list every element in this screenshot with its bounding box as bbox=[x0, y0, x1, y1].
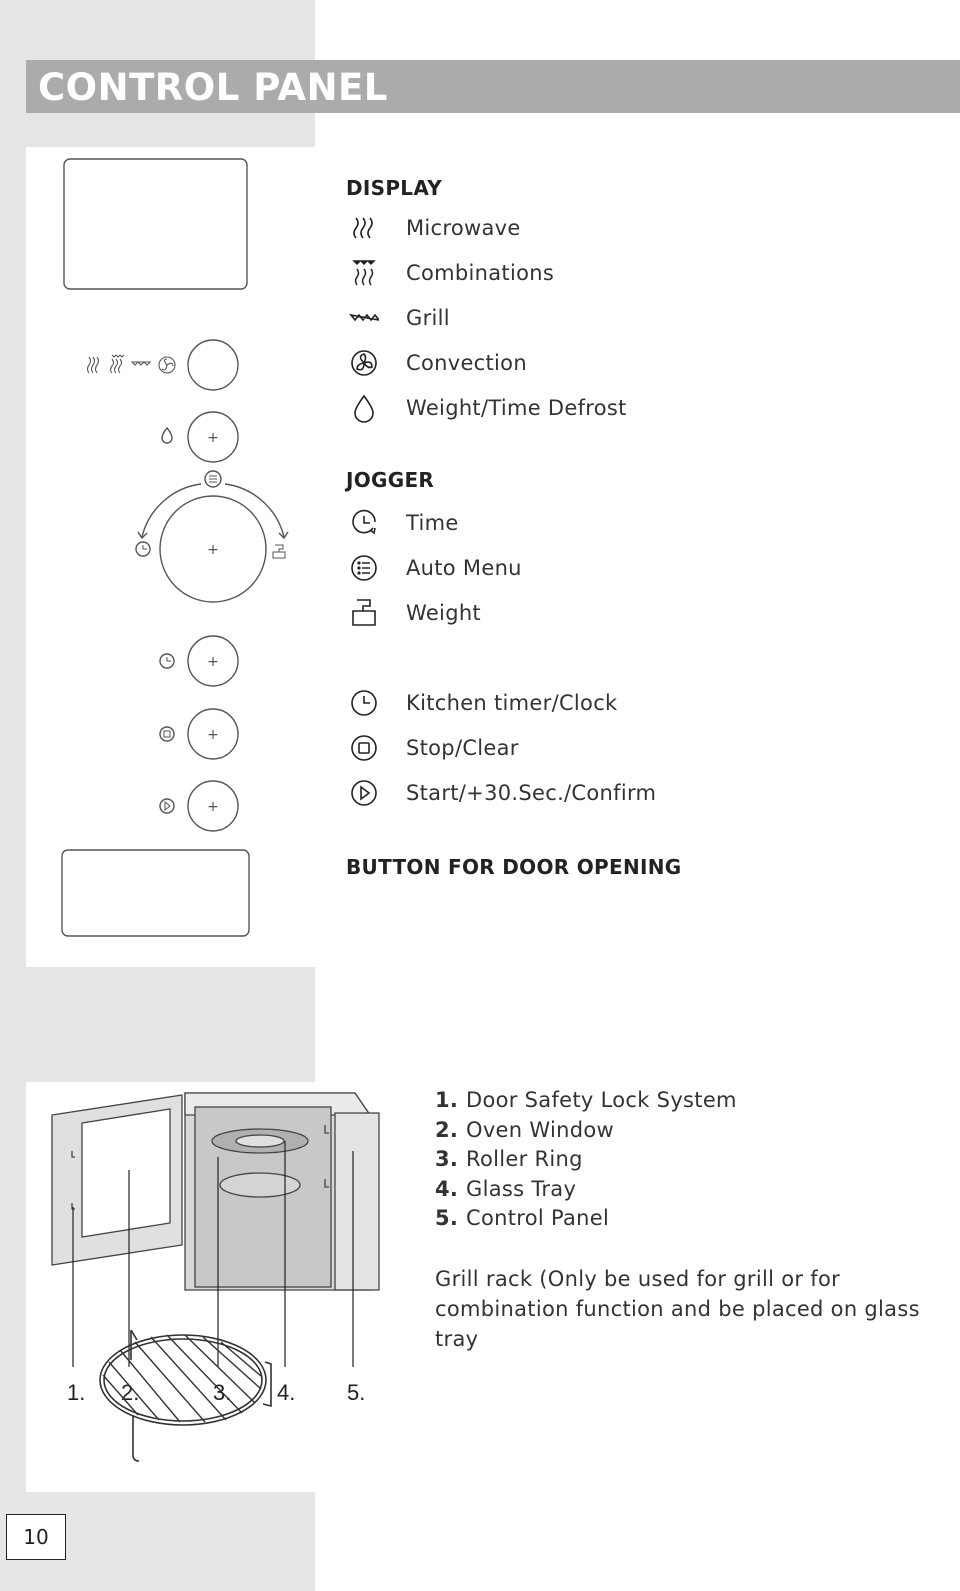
legend-row-convection bbox=[346, 345, 527, 381]
clock-icon bbox=[346, 685, 382, 721]
microwave-icon bbox=[346, 210, 382, 246]
part-label: Oven Window bbox=[466, 1117, 614, 1142]
legend-label: Start/+30.Sec./Confirm bbox=[406, 781, 657, 805]
legend-row-start bbox=[346, 775, 656, 811]
mode-icons bbox=[88, 355, 176, 373]
mode-knob bbox=[188, 340, 238, 390]
legend-row-stop bbox=[346, 730, 519, 766]
door-open-button bbox=[62, 850, 249, 936]
part-label: Roller Ring bbox=[466, 1147, 583, 1171]
legend-label: Microwave bbox=[406, 216, 521, 240]
defrost-drop-icon bbox=[346, 390, 382, 426]
combination-icon bbox=[346, 255, 382, 291]
svg-text:4.: 4. bbox=[277, 1380, 296, 1405]
part-number: 1. bbox=[435, 1088, 459, 1112]
svg-text:2.: 2. bbox=[121, 1380, 140, 1405]
oven-window bbox=[82, 1109, 170, 1237]
legend-row-time bbox=[346, 505, 459, 541]
legend-row-auto-menu bbox=[346, 550, 522, 586]
grill-icon bbox=[346, 300, 382, 336]
stop-icon bbox=[346, 730, 382, 766]
part-label: Control Panel bbox=[466, 1206, 610, 1230]
roller-ring bbox=[220, 1173, 300, 1197]
legend-row-grill bbox=[346, 300, 450, 336]
plus-sign: + bbox=[207, 654, 219, 670]
part-label: Door Safety Lock System bbox=[466, 1088, 737, 1112]
legend-label: Kitchen timer/Clock bbox=[406, 691, 618, 715]
rack-leg bbox=[133, 1415, 139, 1461]
plus-sign: + bbox=[207, 727, 219, 743]
part-number: 5. bbox=[435, 1206, 459, 1230]
grill-rack-note: Grill rack (Only be used for grill or for combination function and be placed on glass tray bbox=[435, 1267, 920, 1351]
plus-sign: + bbox=[207, 542, 219, 558]
part-item bbox=[435, 1206, 737, 1236]
part-number: 4. bbox=[435, 1176, 459, 1201]
display-heading: DISPLAY bbox=[346, 176, 442, 200]
plus-sign: + bbox=[207, 799, 219, 815]
svg-text:5.: 5. bbox=[347, 1380, 366, 1405]
convection-fan-icon bbox=[346, 345, 382, 381]
weight-small-icon bbox=[273, 545, 285, 558]
page-title: CONTROL PANEL bbox=[38, 66, 388, 109]
oven-parts-list bbox=[435, 1088, 737, 1236]
legend-label: Weight bbox=[406, 601, 481, 625]
grill-rack-drawing bbox=[95, 1330, 280, 1470]
part-item bbox=[435, 1118, 737, 1148]
oven-control-panel bbox=[335, 1113, 379, 1290]
start-icon bbox=[346, 775, 382, 811]
part-item bbox=[435, 1088, 737, 1118]
part-item bbox=[435, 1147, 737, 1177]
part-label: Glass Tray bbox=[466, 1176, 577, 1201]
legend-row-defrost bbox=[346, 390, 627, 426]
legend-label: Stop/Clear bbox=[406, 736, 519, 760]
jogger-arrow-left bbox=[142, 484, 201, 537]
legend-row-clock bbox=[346, 685, 618, 721]
legend-label: Grill bbox=[406, 306, 450, 330]
part-number: 2. bbox=[435, 1117, 459, 1142]
control-panel-drawing bbox=[26, 147, 315, 967]
legend-row-weight bbox=[346, 595, 481, 631]
time-icon bbox=[346, 505, 382, 541]
part-item bbox=[435, 1177, 737, 1207]
display-screen bbox=[64, 159, 247, 289]
defrost-small-icon bbox=[162, 428, 172, 443]
stop-small-icon bbox=[160, 727, 174, 741]
jogger-arrow-right bbox=[225, 484, 284, 537]
jogger-heading: JOGGER bbox=[346, 468, 435, 492]
auto-menu-icon bbox=[346, 550, 382, 586]
svg-text:3.: 3. bbox=[213, 1380, 232, 1405]
page-header bbox=[26, 60, 960, 113]
plus-sign: + bbox=[207, 430, 219, 446]
svg-text:1.: 1. bbox=[67, 1380, 86, 1405]
legend-label: Convection bbox=[406, 351, 527, 375]
legend-label: Auto Menu bbox=[406, 556, 522, 580]
legend-row-microwave bbox=[346, 210, 521, 246]
legend-row-combinations bbox=[346, 255, 554, 291]
start-small-icon bbox=[160, 799, 174, 813]
legend-label: Weight/Time Defrost bbox=[406, 396, 627, 420]
weight-icon bbox=[346, 595, 382, 631]
page-number: 10 bbox=[6, 1514, 66, 1560]
part-number: 3. bbox=[435, 1147, 459, 1171]
door-button-heading: BUTTON FOR DOOR OPENING bbox=[346, 855, 682, 879]
legend-label: Time bbox=[406, 511, 459, 535]
legend-label: Combinations bbox=[406, 261, 555, 285]
